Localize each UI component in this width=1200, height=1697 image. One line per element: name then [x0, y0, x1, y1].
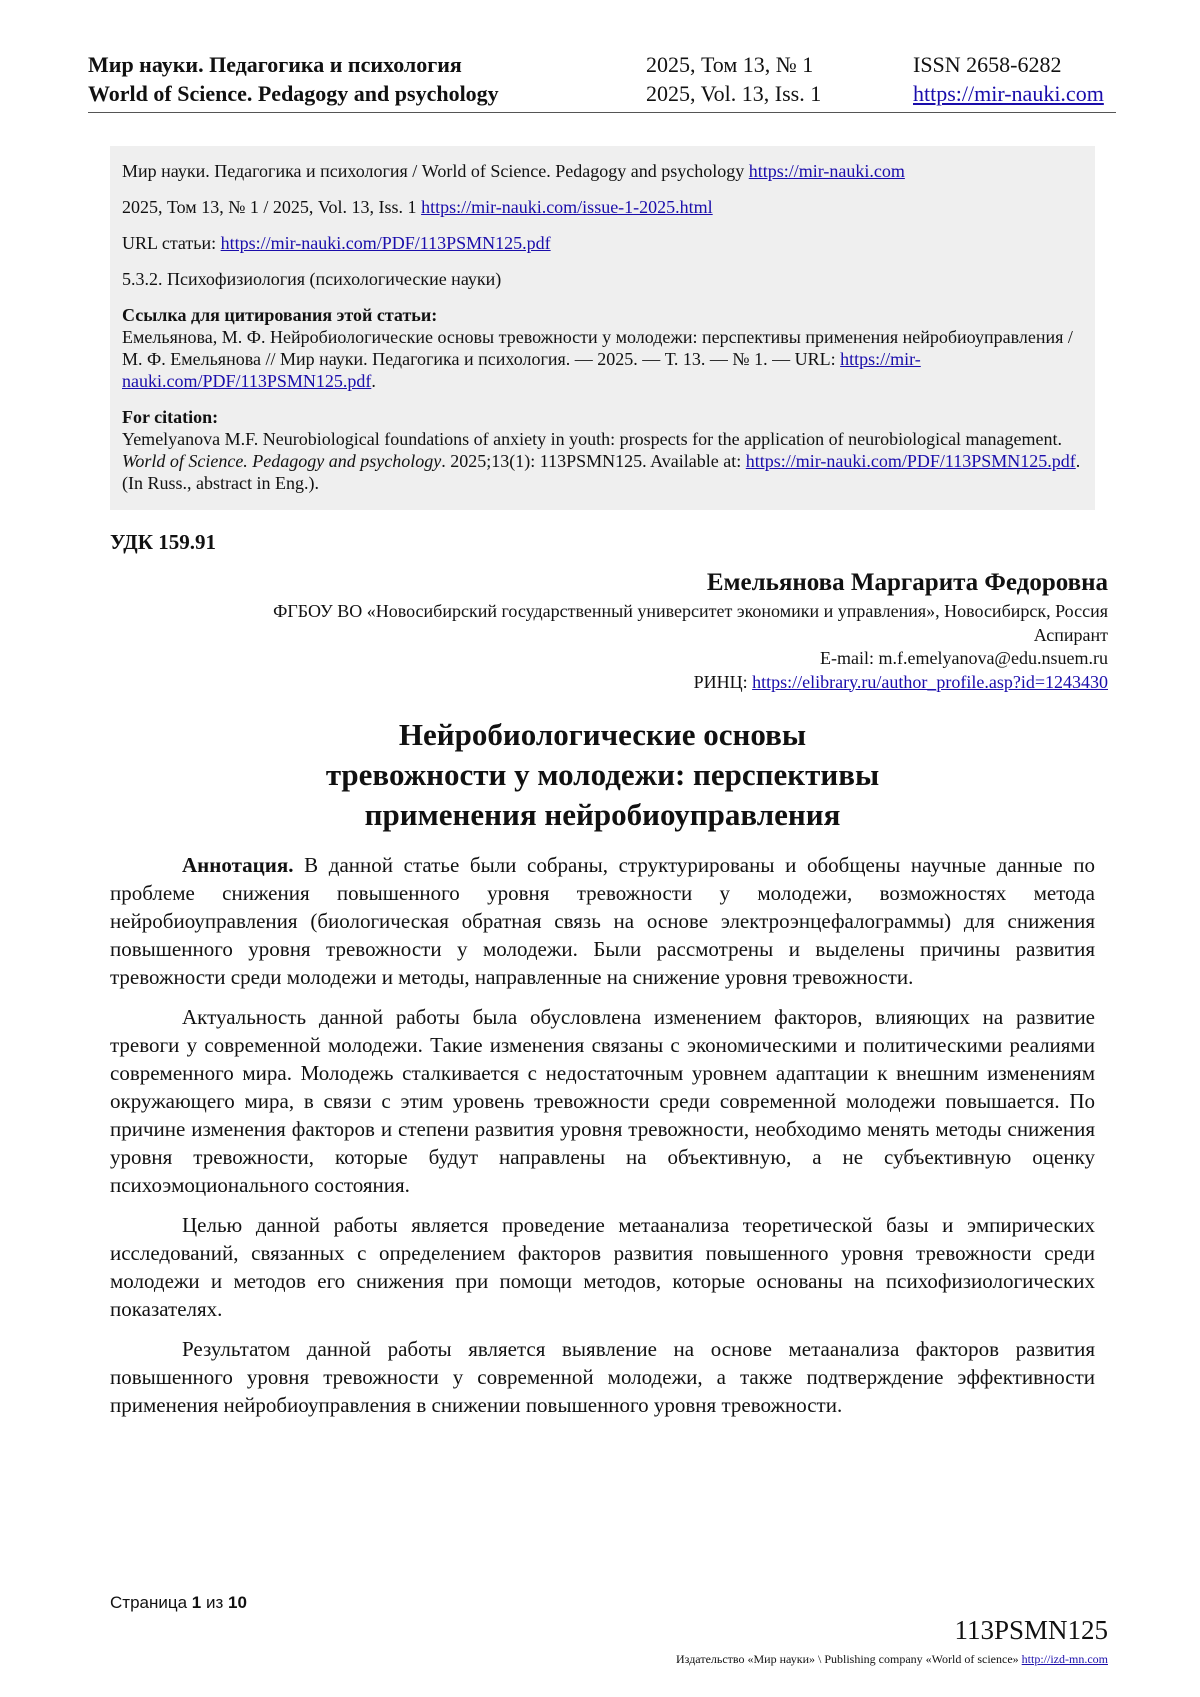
issn-block — [913, 50, 1104, 108]
running-header — [88, 50, 1116, 113]
publisher-line: Издательство «Мир науки» \ Publishing company «World of science» http://izd-mn.com — [676, 1652, 1108, 1666]
citation-article-url-line: URL статьи: https://mir-nauki.com/PDF/113PSMN125.pdf — [122, 233, 551, 253]
specialty-code: 5.3.2. Психофизиология (психологические науки) — [122, 269, 502, 289]
journal-title-ru: Мир науки. Педагогика и психология — [88, 52, 462, 77]
site-link[interactable]: https://mir-nauki.com — [913, 81, 1104, 106]
cite-heading-ru: Ссылка для цитирования этой статьи: — [122, 305, 438, 325]
title-line-1: Нейробиологические основы — [398, 717, 807, 752]
rinc-profile-link[interactable]: https://elibrary.ru/author_profile.asp?id=1243430 — [752, 671, 1108, 692]
cite-url-en-link[interactable]: https://mir-nauki.com/PDF/113PSMN125.pdf — [745, 451, 1076, 471]
author-name: Емельянова Маргарита Федоровна — [706, 569, 1108, 596]
abstract — [110, 851, 1095, 1431]
abstract-label: Аннотация. — [182, 853, 294, 877]
page-number: Страница 1 из 10 — [110, 1593, 247, 1612]
issn: ISSN 2658-6282 — [913, 52, 1062, 77]
article-url-link[interactable]: https://mir-nauki.com/PDF/113PSMN125.pdf — [220, 233, 551, 253]
abstract-paragraph-3: Целью данной работы является проведение метаанализа теоретической базы и эмпирических исследований, связанных с определением факторов развития повышенного уровня тревожности среди молодежи и методов его снижения при помощи методов, которые основаны на психофизиологических показателях. — [110, 1213, 1095, 1321]
publisher-link[interactable]: http://izd-mn.com — [1021, 1652, 1108, 1666]
cite-heading-en: For citation: — [122, 407, 219, 427]
journal-title — [88, 50, 499, 108]
citation-box — [110, 146, 1095, 510]
cite-url-ru-link[interactable]: https://mir-nauki.com/PDF/113PSMN125.pdf — [122, 349, 921, 391]
abstract-paragraph-1: Аннотация. В данной статье были собраны, структурированы и обобщены научные данные по проблеме снижения повышенного уровня тревожности у молодежи, возможностях метода нейробиоуправления (биологическая обратная связь на основе электроэнцефалограммы) для снижения повышенного уровня тревожности у молодежи. Были рассмотрены и выделены причины развития тревожности среди молодежи и методы, направленные на снижение уровня тревожности. — [110, 853, 1095, 989]
abstract-paragraph-4: Результатом данной работы является выявление на основе метаанализа факторов развития повышенного уровня тревожности у современной молодежи, а также подтверждение эффективности применения нейробиоуправления в снижении повышенного уровня тревожности. — [110, 1337, 1095, 1417]
cite-journal-italic: World of Science. Pedagogy and psychology — [122, 451, 442, 471]
issue-en: 2025, Vol. 13, Iss. 1 — [646, 81, 822, 106]
title-line-2: тревожности у молодежи: перспективы — [325, 757, 880, 792]
cite-text-en: Yemelyanova M.F. Neurobiological foundations of anxiety in youth: prospects for the application of neurobiological management. World of Science. Pedagogy and psychology. 2025;13(1): 113PSMN125. Available at: https://mir-nauki.com/PDF/113PSMN125.pdf. (In Russ., abstract in Eng.). — [122, 429, 1081, 493]
author-block — [273, 566, 1108, 694]
author-rinc: РИНЦ: https://elibrary.ru/author_profile.asp?id=1243430 — [693, 671, 1108, 692]
journal-title-en: World of Science. Pedagogy and psychology — [88, 81, 499, 106]
title-line-3: применения нейробиоуправления — [364, 797, 841, 832]
citation-issue-line: 2025, Том 13, № 1 / 2025, Vol. 13, Iss. 1 https://mir-nauki.com/issue-1-2025.html — [122, 197, 713, 217]
udk-code: УДК 159.91 — [110, 530, 216, 554]
author-position: Аспирант — [1033, 624, 1108, 645]
issue-ru: 2025, Том 13, № 1 — [646, 52, 814, 77]
article-title — [110, 715, 1095, 835]
author-email: E-mail: m.f.emelyanova@edu.nsuem.ru — [820, 648, 1108, 668]
author-affiliation: ФГБОУ ВО «Новосибирский государственный университет экономики и управления», Новосибирск, Россия — [273, 601, 1108, 621]
citation-journal-line: Мир науки. Педагогика и психология / World of Science. Pedagogy and psychology https://mir-nauki.com — [122, 161, 905, 181]
journal-url-link[interactable]: https://mir-nauki.com — [748, 161, 905, 181]
abstract-paragraph-2: Актуальность данной работы была обусловлена изменением факторов, влияющих на развитие тревоги у современной молодежи. Такие изменения связаны с экономическими и политическими реалиями современного мира. Молодежь сталкивается с недостаточным уровнем адаптации к внешним изменениям окружающего мира, в связи с этим уровень тревожности среди современной молодежи повышается. По причине изменения факторов и степени развития уровня тревожности, необходимо менять методы снижения уровня тревожности, которые будут направлены на объективную, а не субъективную оценку психоэмоционального состояния. — [110, 1005, 1095, 1197]
article-id: 113PSMN125 — [954, 1615, 1108, 1645]
issue-info — [646, 50, 821, 108]
issue-url-link[interactable]: https://mir-nauki.com/issue-1-2025.html — [421, 197, 713, 217]
cite-text-ru: Емельянова, М. Ф. Нейробиологические основы тревожности у молодежи: перспективы применения нейробиоуправления / М. Ф. Емельянова // Мир науки. Педагогика и психология. — 2025. — Т. 13. — № 1. — URL: https://mir-nauki.com/PDF/113PSMN125.pdf. — [122, 327, 1073, 391]
